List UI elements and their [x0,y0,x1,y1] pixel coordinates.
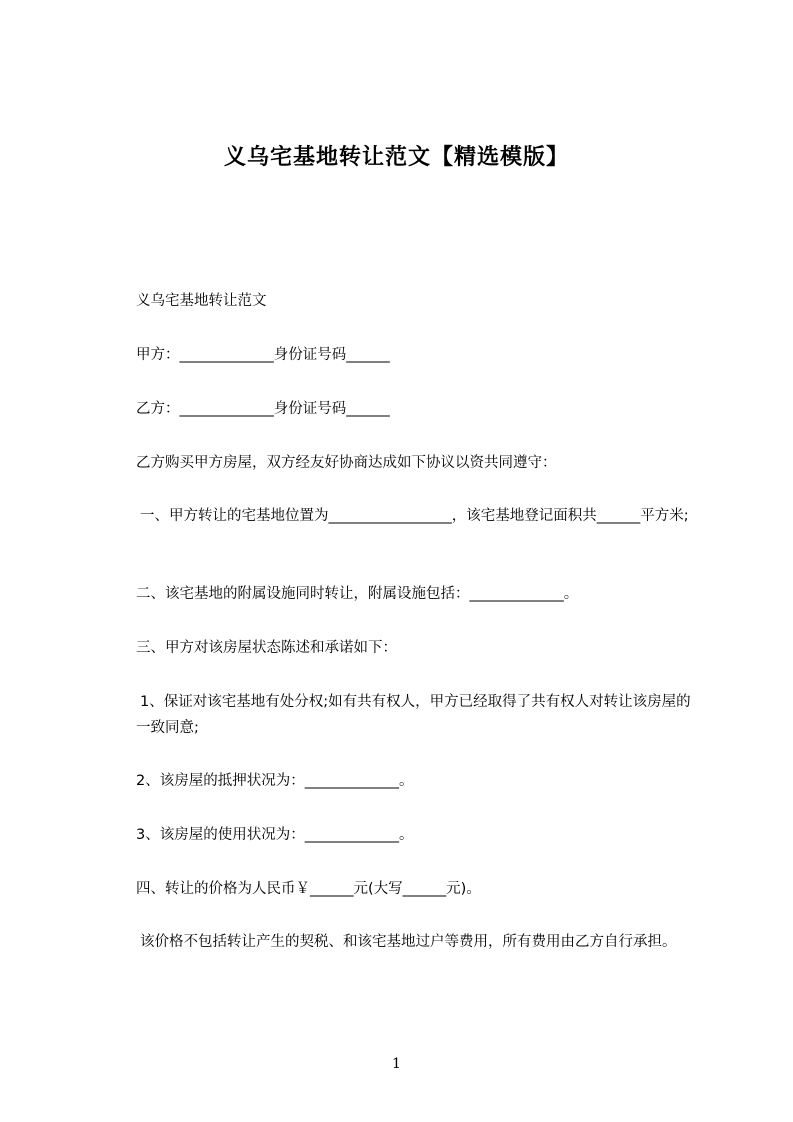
item-1-paragraph: 1、保证对该宅基地有处分权;如有共有权人，甲方已经取得了共有权人对转让该房屋的一致同意; [136,694,691,736]
party-a-paragraph: 甲方：_____________身份证号码______ [136,347,390,363]
clause-1-paragraph: 一、甲方转让的宅基地位置为_________________，该宅基地登记面积共______平方米; [140,508,689,524]
clause-2-paragraph: 二、该宅基地的附属设施同时转让，附属设施包括：_____________。 [136,586,579,602]
clause-3-paragraph: 三、甲方对该房屋状态陈述和承诺如下： [136,640,397,656]
item-2-paragraph: 2、该房屋的抵押状况为：_____________。 [136,773,414,789]
party-b-paragraph: 乙方：_____________身份证号码______ [136,401,390,417]
page-number: 1 [392,1056,401,1072]
subtitle-paragraph: 义乌宅基地转让范文 [136,293,267,309]
intro-paragraph: 乙方购买甲方房屋，双方经友好协商达成如下协议以资共同遵守： [136,455,557,471]
clause-4-paragraph: 四、转让的价格为人民币￥______元(大写______元)。 [136,881,481,897]
document-title: 义乌宅基地转让范文【精选模版】 [223,145,569,170]
item-3-paragraph: 3、该房屋的使用状况为：_____________。 [136,827,414,843]
price-note-paragraph: 该价格不包括转让产生的契税、和该宅基地过户等费用，所有费用由乙方自行承担。 [140,934,677,950]
